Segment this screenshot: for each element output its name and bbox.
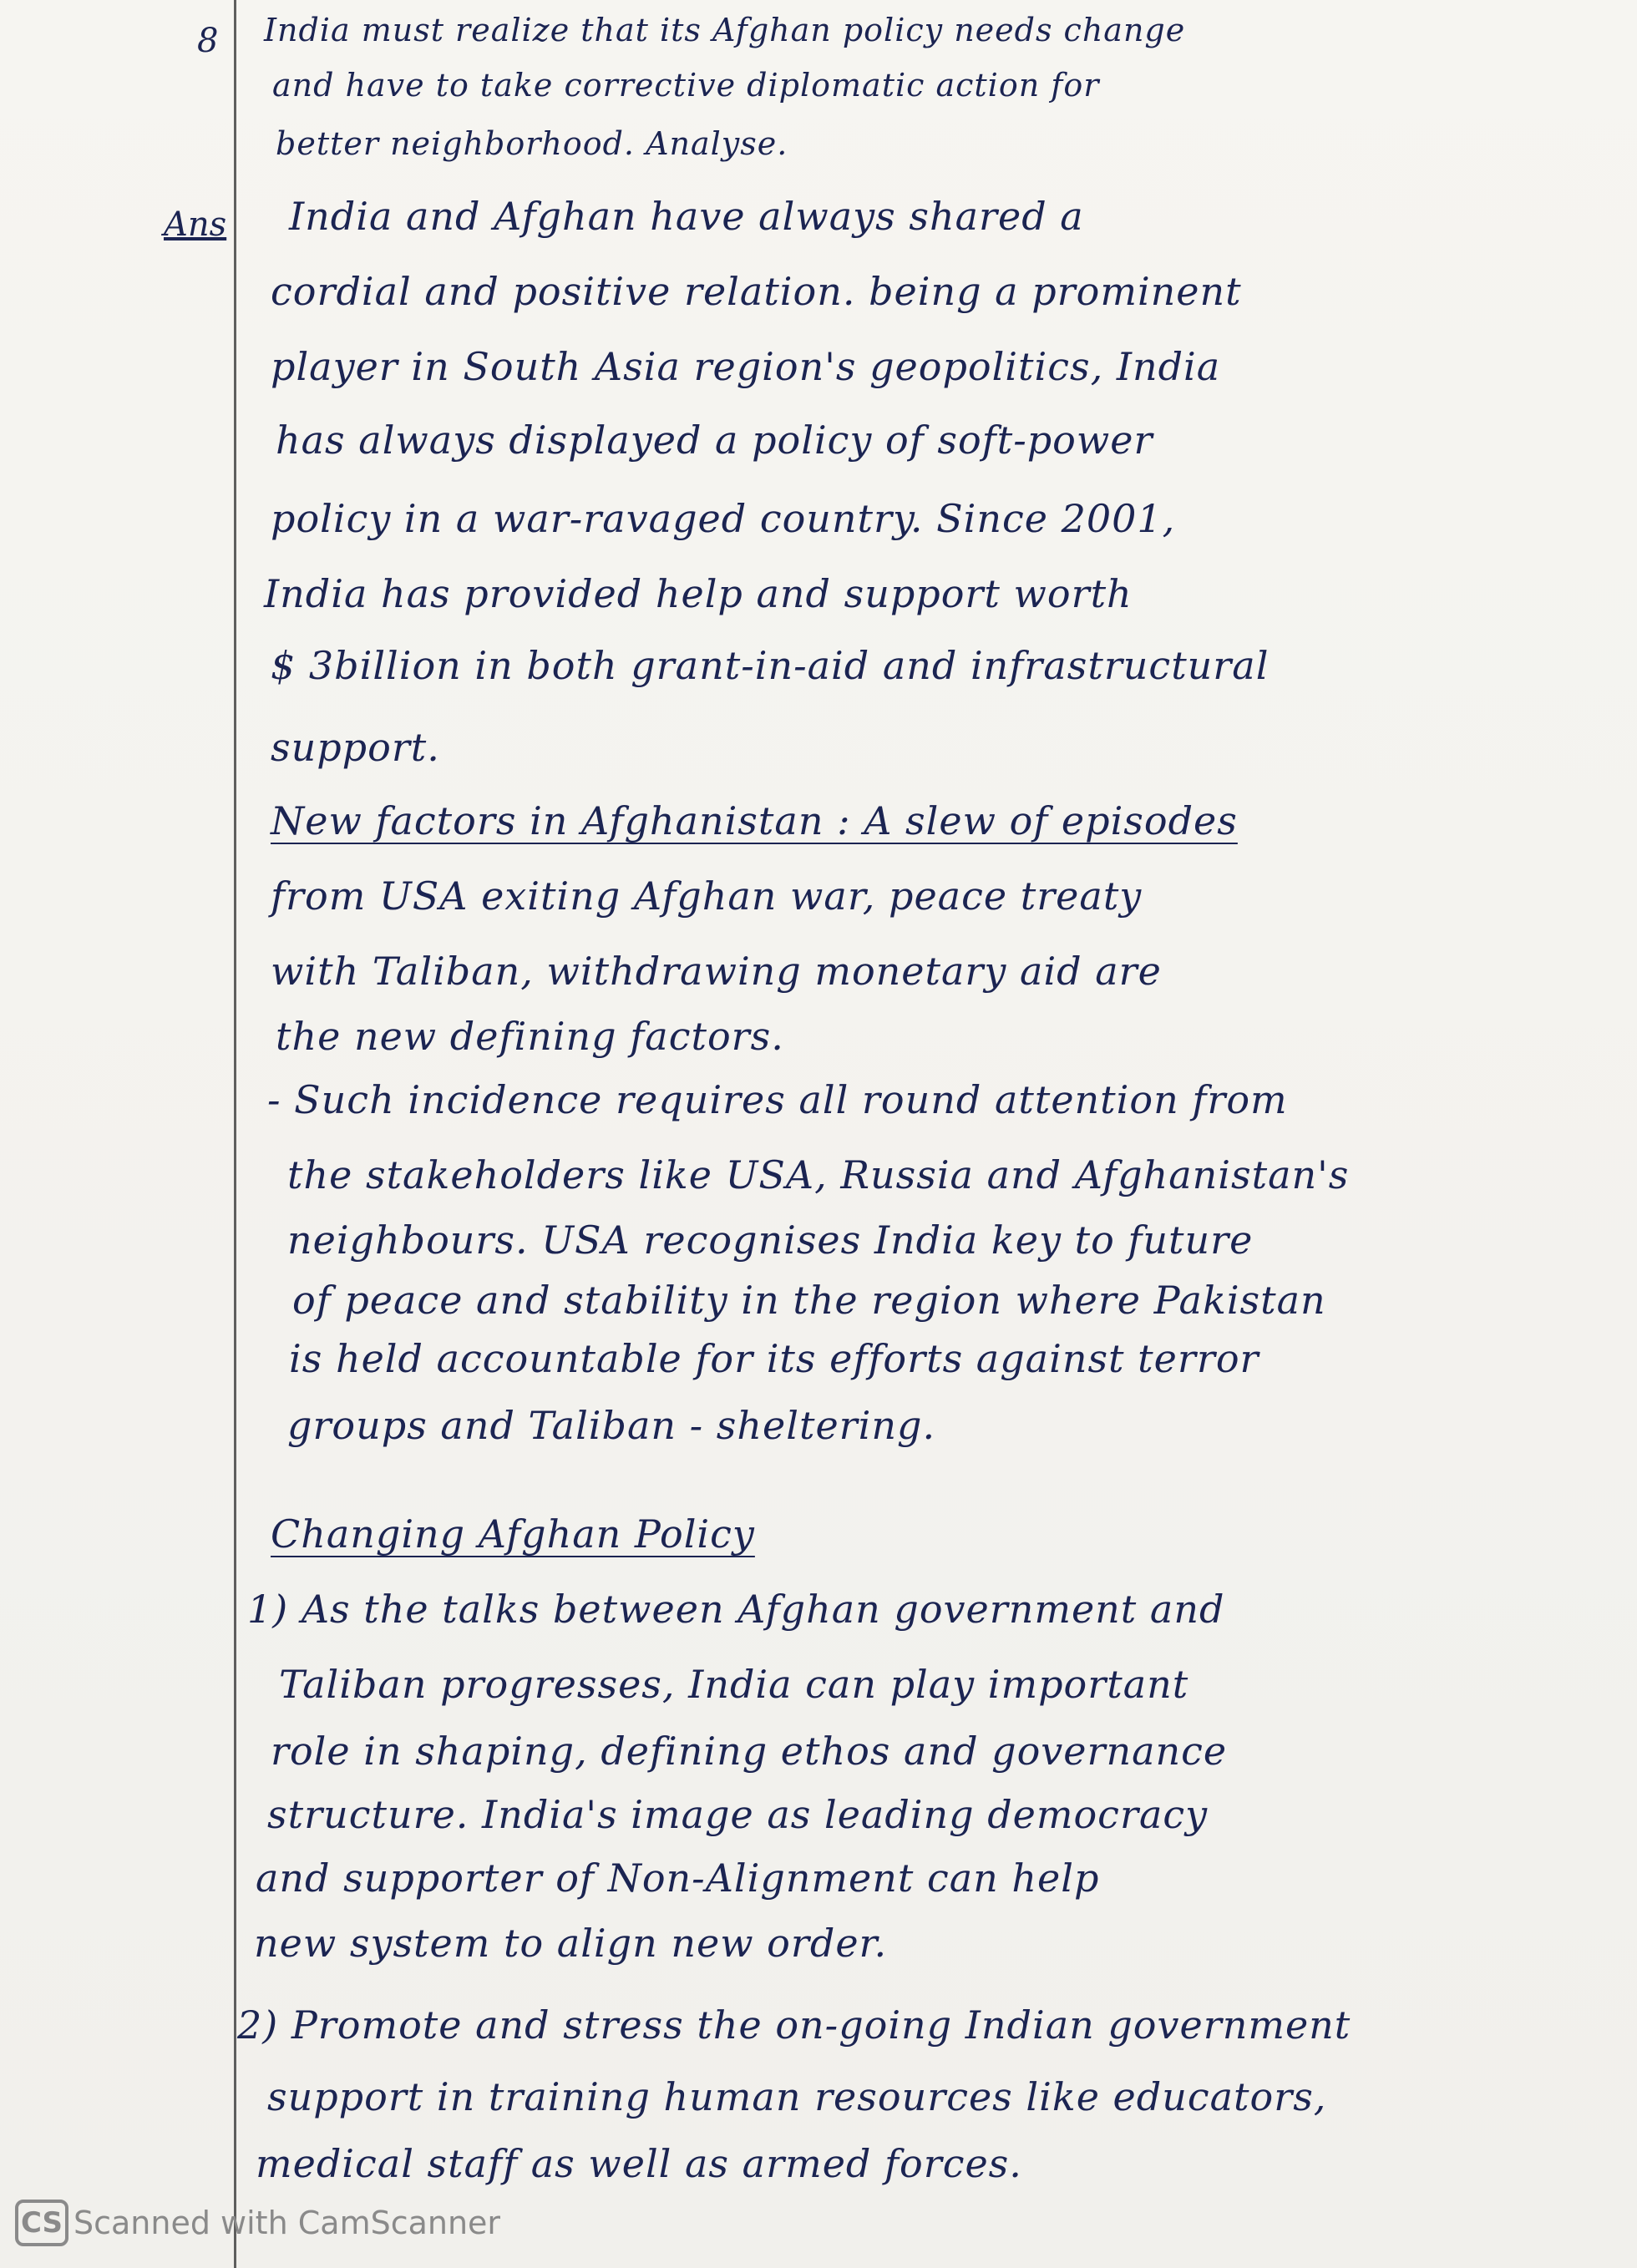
question-line: India must realize that its Afghan policy needs change (264, 12, 1186, 48)
new-factors-line: from USA exiting Afghan war, peace treaty (271, 873, 1143, 919)
answer-line: India has provided help and support worth (264, 571, 1133, 616)
margin-line (234, 0, 236, 2268)
section-heading: Changing Afghan Policy (271, 1511, 755, 1557)
point2-line: medical staff as well as armed forces. (256, 2141, 1022, 2186)
answer-line: cordial and positive relation. being a prominent (271, 269, 1242, 314)
camscanner-watermark (15, 2200, 500, 2246)
answer-line: player in South Asia region's geopolitics, India (271, 344, 1221, 389)
point1-line: Taliban progresses, India can play important (279, 1662, 1189, 1707)
point1-line: structure. India's image as leading democracy (267, 1792, 1209, 1837)
watermark-text: Scanned with CamScanner (73, 2205, 501, 2241)
incidence-line: groups and Taliban - sheltering. (287, 1403, 936, 1448)
camscanner-logo-icon: CS (15, 2200, 68, 2246)
point2-line: 2) Promote and stress the on-going Indian government (237, 2002, 1351, 2048)
incidence-line: the stakeholders like USA, Russia and Afghanistan's (287, 1152, 1350, 1197)
incidence-line: neighbours. USA recognises India key to future (287, 1218, 1254, 1263)
point1-line: 1) As the talks between Afghan government and (247, 1587, 1225, 1632)
new-factors-line: the new defining factors. (276, 1014, 784, 1059)
question-line: and have to take corrective diplomatic action for (272, 67, 1100, 104)
answer-line: $ 3billion in both grant-in-aid and infrastructural (271, 643, 1270, 688)
answer-label: Ans (164, 205, 227, 244)
question-line: better neighborhood. Analyse. (276, 125, 788, 162)
point2-line: support in training human resources like educators, (267, 2074, 1327, 2119)
answer-line: support. (271, 725, 440, 770)
point1-line: new system to align new order. (254, 1921, 888, 1966)
question-number: 8 (197, 22, 219, 60)
incidence-line: of peace and stability in the region where Pakistan (292, 1278, 1326, 1323)
incidence-line: - Such incidence requires all round attention from (267, 1077, 1288, 1122)
point1-line: and supporter of Non-Alignment can help (256, 1855, 1100, 1901)
answer-line: India and Afghan have always shared a (289, 194, 1084, 239)
incidence-line: is held accountable for its efforts against terror (289, 1336, 1259, 1381)
new-factors-line: with Taliban, withdrawing monetary aid are (271, 949, 1162, 994)
answer-line: has always displayed a policy of soft-power (276, 418, 1153, 463)
point1-line: role in shaping, defining ethos and governance (271, 1729, 1228, 1774)
new-factors-line: New factors in Afghanistan : A slew of episodes (271, 798, 1238, 843)
answer-line: policy in a war-ravaged country. Since 2001, (271, 496, 1176, 541)
